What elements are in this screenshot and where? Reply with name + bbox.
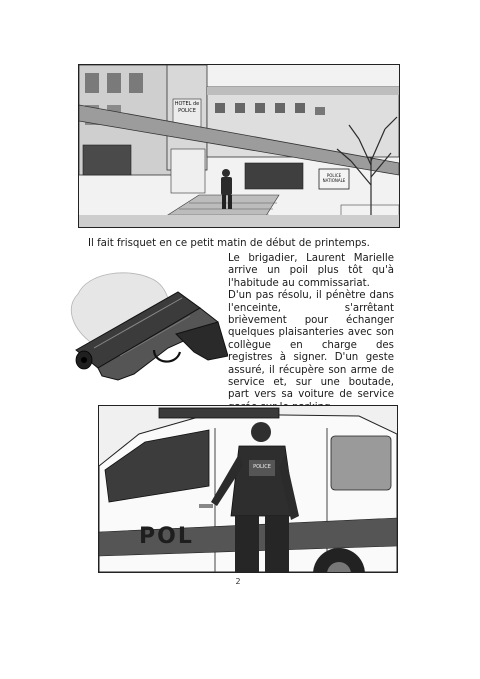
narration-paragraph-2: D'un pas résolu, il pénètre dans l'enceinte, s'arrêtant brièvement pour échanger quelques plaisanteries avec son collègue en charge des registres à signer. D'un geste assuré, il récupère son arme de service et, sur une boutade, part vers sa voiture de service — [228, 290, 394, 401]
jacket-lettering: POLICE — [253, 464, 271, 470]
sign-police-nationale: POLICE NATIONALE — [322, 173, 346, 183]
narration-paragraph-1: Le brigadier, Laurent Marielle arrive un poil plus tôt qu'à l'habitude au commissariat. — [228, 253, 394, 289]
narration-text — [228, 253, 394, 414]
panel-police-car — [98, 405, 398, 573]
sign-hotel-de-police: HOTEL de POLICE — [174, 101, 200, 114]
caption-top: Il fait frisquet en ce petit matin de début de printemps. — [88, 238, 370, 249]
police-station-illustration — [79, 65, 399, 227]
car-lettering: POL — [139, 524, 194, 549]
page-number: 2 — [235, 577, 241, 586]
pistol-in-hand-illustration — [58, 264, 228, 394]
panel-police-station — [78, 64, 400, 228]
